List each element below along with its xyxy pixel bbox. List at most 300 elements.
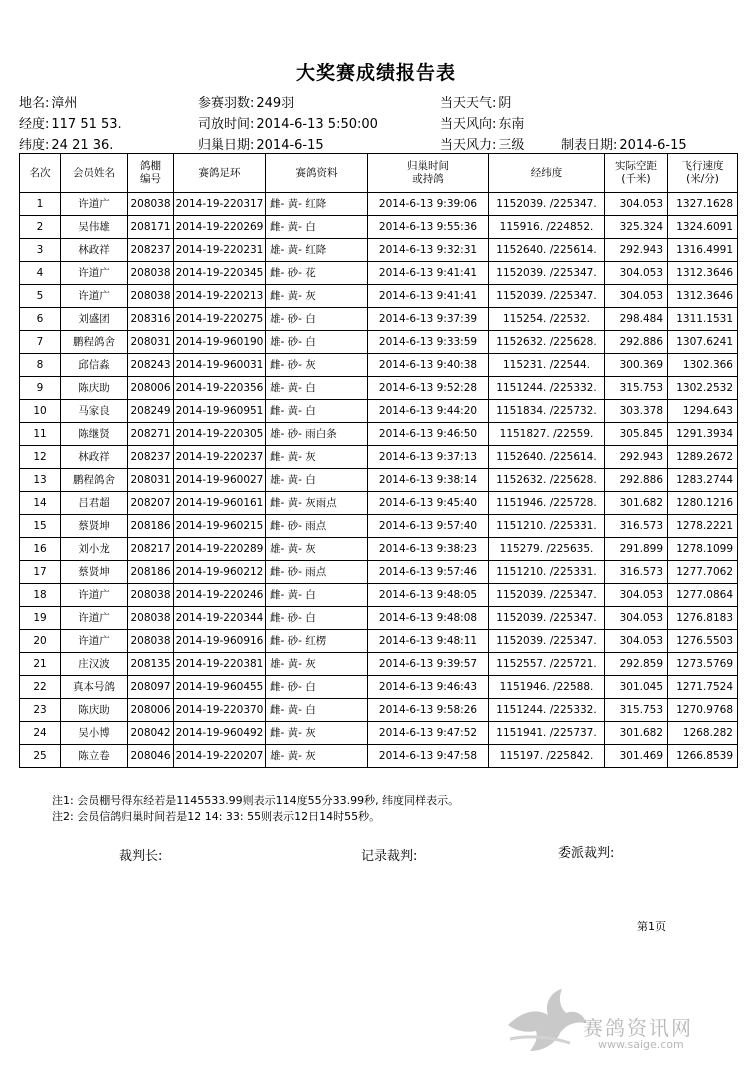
cell-coords: 1151210. /225331. (489, 561, 605, 584)
cell-distance: 304.053 (605, 193, 668, 216)
cell-info: 雌- 砂- 雨点 (266, 515, 368, 538)
cell-member: 刘小龙 (61, 538, 128, 561)
cell-ring: 2014-19-960215 (174, 515, 266, 538)
cell-coords: 1152557. /225721. (489, 653, 605, 676)
cell-info: 雌- 黄- 灰雨点 (266, 492, 368, 515)
cell-distance: 292.886 (605, 469, 668, 492)
cell-info: 雌- 黄- 灰 (266, 446, 368, 469)
cell-distance: 303.378 (605, 400, 668, 423)
cell-speed: 1278.1099 (668, 538, 738, 561)
table-row (20, 699, 738, 722)
cell-info: 雌- 黄- 灰 (266, 285, 368, 308)
cell-member: 陈庆助 (61, 699, 128, 722)
cell-distance: 292.859 (605, 653, 668, 676)
cell-loft: 208171 (128, 216, 174, 239)
cell-loft: 208186 (128, 515, 174, 538)
cell-info: 雄- 黄- 灰 (266, 653, 368, 676)
cell-info: 雌- 砂- 雨点 (266, 561, 368, 584)
cell-speed: 1280.1216 (668, 492, 738, 515)
cell-time: 2014-6-13 9:46:43 (368, 676, 489, 699)
meta-wind-force-label: 当天风力: (440, 138, 497, 153)
header-loft-line1: 鸽棚 (140, 160, 161, 172)
cell-loft: 208042 (128, 722, 174, 745)
cell-time: 2014-6-13 9:32:31 (368, 239, 489, 262)
cell-member: 蔡贤坤 (61, 515, 128, 538)
cell-time: 2014-6-13 9:40:38 (368, 354, 489, 377)
meta-latitude (19, 134, 113, 153)
header-speed-line2: (米/分) (686, 173, 719, 185)
cell-distance: 298.484 (605, 308, 668, 331)
cell-member: 陈庆助 (61, 377, 128, 400)
meta-wind-direction-label: 当天风向: (440, 117, 497, 132)
meta-longitude (19, 113, 122, 132)
header-ring: 赛鸽足环 (174, 154, 266, 193)
header-info: 赛鸽资料 (266, 154, 368, 193)
cell-loft: 208237 (128, 239, 174, 262)
cell-ring: 2014-19-960916 (174, 630, 266, 653)
table-row (20, 492, 738, 515)
cell-speed: 1327.1628 (668, 193, 738, 216)
meta-location-label: 地名: (19, 96, 50, 111)
cell-rank: 7 (20, 331, 61, 354)
cell-coords: 1152039. /225347. (489, 607, 605, 630)
cell-loft: 208031 (128, 469, 174, 492)
cell-distance: 304.053 (605, 630, 668, 653)
table-row (20, 308, 738, 331)
cell-info: 雄- 黄- 灰 (266, 745, 368, 768)
header-time-line2: 或持鸽 (412, 173, 444, 185)
table-row (20, 354, 738, 377)
meta-wind-direction-value: 东南 (498, 117, 525, 132)
header-time (368, 154, 489, 193)
meta-release (198, 113, 378, 132)
report-title: 大奖赛成绩报告表 (295, 62, 456, 84)
cell-ring: 2014-19-960027 (174, 469, 266, 492)
cell-loft: 208006 (128, 699, 174, 722)
table-row (20, 469, 738, 492)
cell-coords: 1152640. /225614. (489, 446, 605, 469)
cell-ring: 2014-19-960492 (174, 722, 266, 745)
cell-loft: 208038 (128, 607, 174, 630)
cell-member: 吴小博 (61, 722, 128, 745)
cell-distance: 315.753 (605, 377, 668, 400)
header-speed-line1: 飞行速度 (681, 160, 724, 172)
cell-time: 2014-6-13 9:48:11 (368, 630, 489, 653)
cell-distance: 301.469 (605, 745, 668, 768)
cell-speed: 1311.1531 (668, 308, 738, 331)
meta-location (19, 92, 77, 111)
cell-member: 蔡贤坤 (61, 561, 128, 584)
cell-loft: 208038 (128, 584, 174, 607)
cell-ring: 2014-19-220289 (174, 538, 266, 561)
signature-recording-referee: 记录裁判: (361, 849, 418, 864)
cell-info: 雄- 砂- 白 (266, 308, 368, 331)
meta-made-date-label: 制表日期: (561, 138, 618, 153)
cell-loft: 208097 (128, 676, 174, 699)
table-row (20, 400, 738, 423)
cell-ring: 2014-19-220356 (174, 377, 266, 400)
cell-ring: 2014-19-220275 (174, 308, 266, 331)
cell-coords: 115197. /225842. (489, 745, 605, 768)
cell-member: 邱信淼 (61, 354, 128, 377)
cell-ring: 2014-19-960951 (174, 400, 266, 423)
cell-time: 2014-6-13 9:55:36 (368, 216, 489, 239)
cell-loft: 208271 (128, 423, 174, 446)
cell-ring: 2014-19-220269 (174, 216, 266, 239)
cell-rank: 21 (20, 653, 61, 676)
meta-birds-label: 参赛羽数: (198, 96, 255, 111)
cell-speed: 1270.9768 (668, 699, 738, 722)
header-rank: 名次 (20, 154, 61, 193)
table-row (20, 653, 738, 676)
cell-member: 林政祥 (61, 446, 128, 469)
cell-loft: 208237 (128, 446, 174, 469)
cell-time: 2014-6-13 9:39:57 (368, 653, 489, 676)
cell-coords: 1151244. /225332. (489, 699, 605, 722)
watermark-url: www.saige.com (598, 1038, 684, 1051)
cell-member: 许道广 (61, 607, 128, 630)
meta-latitude-value: 24 21 36. (51, 138, 114, 153)
cell-member: 刘盛团 (61, 308, 128, 331)
cell-ring: 2014-19-220213 (174, 285, 266, 308)
cell-rank: 3 (20, 239, 61, 262)
cell-member: 鹏程鸽舍 (61, 331, 128, 354)
cell-distance: 304.053 (605, 262, 668, 285)
cell-time: 2014-6-13 9:38:23 (368, 538, 489, 561)
cell-coords: 1152039. /225347. (489, 630, 605, 653)
meta-longitude-value: 117 51 53. (51, 117, 122, 132)
table-header-row (20, 154, 738, 193)
cell-ring: 2014-19-220381 (174, 653, 266, 676)
cell-time: 2014-6-13 9:33:59 (368, 331, 489, 354)
table-row (20, 722, 738, 745)
cell-distance: 325.324 (605, 216, 668, 239)
cell-speed: 1291.3934 (668, 423, 738, 446)
table-row (20, 515, 738, 538)
header-distance (605, 154, 668, 193)
meta-return-date (198, 134, 324, 153)
cell-time: 2014-6-13 9:46:50 (368, 423, 489, 446)
cell-info: 雌- 砂- 白 (266, 676, 368, 699)
cell-member: 许道广 (61, 262, 128, 285)
cell-member: 鹏程鸽舍 (61, 469, 128, 492)
cell-time: 2014-6-13 9:47:52 (368, 722, 489, 745)
cell-rank: 8 (20, 354, 61, 377)
cell-rank: 19 (20, 607, 61, 630)
cell-ring: 2014-19-960190 (174, 331, 266, 354)
meta-latitude-label: 纬度: (19, 138, 50, 153)
cell-rank: 9 (20, 377, 61, 400)
cell-speed: 1312.3646 (668, 285, 738, 308)
cell-info: 雌- 黄- 白 (266, 216, 368, 239)
cell-time: 2014-6-13 9:44:20 (368, 400, 489, 423)
cell-speed: 1283.2744 (668, 469, 738, 492)
table-row (20, 239, 738, 262)
cell-member: 陈立卷 (61, 745, 128, 768)
cell-speed: 1294.643 (668, 400, 738, 423)
cell-speed: 1302.2532 (668, 377, 738, 400)
cell-distance: 292.943 (605, 446, 668, 469)
cell-rank: 25 (20, 745, 61, 768)
header-distance-line1: 实际空距 (615, 160, 657, 172)
cell-member: 真本号鸽 (61, 676, 128, 699)
table-row (20, 423, 738, 446)
cell-rank: 23 (20, 699, 61, 722)
cell-coords: 115279. /225635. (489, 538, 605, 561)
cell-speed: 1271.7524 (668, 676, 738, 699)
cell-info: 雄- 黄- 白 (266, 469, 368, 492)
cell-ring: 2014-19-220246 (174, 584, 266, 607)
cell-coords: 1152039. /225347. (489, 262, 605, 285)
meta-wind-direction (440, 113, 524, 132)
cell-loft: 208038 (128, 262, 174, 285)
table-row (20, 262, 738, 285)
cell-speed: 1277.7062 (668, 561, 738, 584)
cell-rank: 14 (20, 492, 61, 515)
cell-rank: 12 (20, 446, 61, 469)
cell-info: 雌- 砂- 灰 (266, 354, 368, 377)
cell-speed: 1324.6091 (668, 216, 738, 239)
cell-ring: 2014-19-220231 (174, 239, 266, 262)
table-row (20, 745, 738, 768)
meta-wind-force (440, 134, 524, 153)
cell-speed: 1268.282 (668, 722, 738, 745)
table-row (20, 538, 738, 561)
cell-time: 2014-6-13 9:38:14 (368, 469, 489, 492)
cell-rank: 1 (20, 193, 61, 216)
cell-ring: 2014-19-220237 (174, 446, 266, 469)
cell-rank: 16 (20, 538, 61, 561)
cell-speed: 1276.5503 (668, 630, 738, 653)
cell-distance: 315.753 (605, 699, 668, 722)
cell-speed: 1289.2672 (668, 446, 738, 469)
cell-distance: 301.682 (605, 492, 668, 515)
cell-ring: 2014-19-220345 (174, 262, 266, 285)
cell-time: 2014-6-13 9:57:46 (368, 561, 489, 584)
cell-loft: 208207 (128, 492, 174, 515)
header-speed (668, 154, 738, 193)
cell-ring: 2014-19-960455 (174, 676, 266, 699)
cell-coords: 1152632. /225628. (489, 469, 605, 492)
cell-distance: 305.845 (605, 423, 668, 446)
meta-birds (198, 92, 294, 111)
cell-coords: 1152640. /225614. (489, 239, 605, 262)
cell-time: 2014-6-13 9:48:08 (368, 607, 489, 630)
cell-info: 雌- 黄- 白 (266, 584, 368, 607)
meta-birds-value: 249羽 (256, 96, 295, 111)
cell-info: 雌- 黄- 红降 (266, 193, 368, 216)
cell-coords: 1151834. /225732. (489, 400, 605, 423)
cell-loft: 208031 (128, 331, 174, 354)
cell-distance: 316.573 (605, 561, 668, 584)
cell-info: 雄- 砂- 白 (266, 331, 368, 354)
cell-ring: 2014-19-960031 (174, 354, 266, 377)
cell-speed: 1266.8539 (668, 745, 738, 768)
cell-rank: 15 (20, 515, 61, 538)
table-row (20, 446, 738, 469)
cell-time: 2014-6-13 9:52:28 (368, 377, 489, 400)
cell-rank: 17 (20, 561, 61, 584)
cell-coords: 1152632. /225628. (489, 331, 605, 354)
meta-return-date-value: 2014-6-15 (256, 138, 324, 153)
cell-time: 2014-6-13 9:47:58 (368, 745, 489, 768)
header-member: 会员姓名 (61, 154, 128, 193)
cell-info: 雄- 砂- 雨白条 (266, 423, 368, 446)
results-table (19, 153, 738, 768)
cell-coords: 1151941. /225737. (489, 722, 605, 745)
cell-time: 2014-6-13 9:58:26 (368, 699, 489, 722)
cell-ring: 2014-19-220344 (174, 607, 266, 630)
cell-distance: 316.573 (605, 515, 668, 538)
cell-member: 陈继贤 (61, 423, 128, 446)
cell-loft: 208217 (128, 538, 174, 561)
cell-speed: 1302.366 (668, 354, 738, 377)
meta-made-date-value: 2014-6-15 (619, 138, 687, 153)
cell-distance: 292.886 (605, 331, 668, 354)
header-loft (128, 154, 174, 193)
table-row (20, 331, 738, 354)
cell-ring: 2014-19-220370 (174, 699, 266, 722)
cell-info: 雄- 黄- 红降 (266, 239, 368, 262)
cell-coords: 1152039. /225347. (489, 193, 605, 216)
header-coords: 经纬度 (489, 154, 605, 193)
table-row (20, 584, 738, 607)
cell-loft: 208006 (128, 377, 174, 400)
cell-time: 2014-6-13 9:45:40 (368, 492, 489, 515)
cell-coords: 1151946. /22588. (489, 676, 605, 699)
cell-info: 雄- 黄- 灰 (266, 538, 368, 561)
cell-coords: 115254. /22532. (489, 308, 605, 331)
header-loft-line2: 编号 (140, 173, 161, 185)
cell-ring: 2014-19-960161 (174, 492, 266, 515)
cell-rank: 4 (20, 262, 61, 285)
cell-distance: 301.682 (605, 722, 668, 745)
cell-speed: 1273.5769 (668, 653, 738, 676)
meta-release-label: 司放时间: (198, 117, 255, 132)
cell-loft: 208135 (128, 653, 174, 676)
meta-longitude-label: 经度: (19, 117, 50, 132)
cell-speed: 1307.6241 (668, 331, 738, 354)
cell-ring: 2014-19-220305 (174, 423, 266, 446)
cell-rank: 13 (20, 469, 61, 492)
table-row (20, 285, 738, 308)
cell-info: 雌- 黄- 灰 (266, 722, 368, 745)
meta-return-date-label: 归巢日期: (198, 138, 255, 153)
cell-coords: 1151244. /225332. (489, 377, 605, 400)
cell-speed: 1312.3646 (668, 262, 738, 285)
cell-coords: 1152039. /225347. (489, 285, 605, 308)
note-1: 注1: 会员棚号得东经若是1145533.99则表示114度55分33.99秒, 纬度同样表示。 (52, 794, 460, 807)
cell-coords: 1151827. /22559. (489, 423, 605, 446)
cell-loft: 208038 (128, 193, 174, 216)
cell-time: 2014-6-13 9:41:41 (368, 285, 489, 308)
meta-made-date (561, 134, 687, 153)
cell-info: 雌- 砂- 花 (266, 262, 368, 285)
cell-speed: 1316.4991 (668, 239, 738, 262)
meta-weather (440, 92, 511, 111)
note-2: 注2: 会员信鸽归巢时间若是12 14: 33: 55则表示12日14时55秒。 (52, 810, 381, 823)
cell-speed: 1277.0864 (668, 584, 738, 607)
cell-info: 雌- 黄- 白 (266, 400, 368, 423)
meta-location-value: 漳州 (51, 96, 78, 111)
cell-member: 林政祥 (61, 239, 128, 262)
cell-coords: 115916. /224852. (489, 216, 605, 239)
cell-distance: 304.053 (605, 285, 668, 308)
cell-loft: 208046 (128, 745, 174, 768)
cell-loft: 208186 (128, 561, 174, 584)
cell-rank: 24 (20, 722, 61, 745)
table-row (20, 561, 738, 584)
cell-time: 2014-6-13 9:41:41 (368, 262, 489, 285)
cell-member: 许道广 (61, 584, 128, 607)
table-row (20, 377, 738, 400)
cell-coords: 1151210. /225331. (489, 515, 605, 538)
table-row (20, 676, 738, 699)
cell-member: 马家良 (61, 400, 128, 423)
cell-member: 庄汉波 (61, 653, 128, 676)
cell-rank: 20 (20, 630, 61, 653)
table-row (20, 216, 738, 239)
cell-time: 2014-6-13 9:39:06 (368, 193, 489, 216)
cell-rank: 10 (20, 400, 61, 423)
table-row (20, 630, 738, 653)
cell-member: 吴伟雄 (61, 216, 128, 239)
cell-loft: 208316 (128, 308, 174, 331)
cell-info: 雌- 砂- 白 (266, 607, 368, 630)
cell-member: 许道广 (61, 630, 128, 653)
cell-member: 许道广 (61, 285, 128, 308)
cell-speed: 1278.2221 (668, 515, 738, 538)
cell-coords: 115231. /22544. (489, 354, 605, 377)
cell-loft: 208038 (128, 630, 174, 653)
cell-time: 2014-6-13 9:57:40 (368, 515, 489, 538)
cell-ring: 2014-19-220207 (174, 745, 266, 768)
cell-loft: 208249 (128, 400, 174, 423)
cell-ring: 2014-19-960212 (174, 561, 266, 584)
cell-distance: 301.045 (605, 676, 668, 699)
cell-info: 雌- 黄- 白 (266, 699, 368, 722)
cell-speed: 1276.8183 (668, 607, 738, 630)
meta-release-value: 2014-6-13 5:50:00 (256, 117, 378, 132)
cell-time: 2014-6-13 9:48:05 (368, 584, 489, 607)
cell-distance: 300.369 (605, 354, 668, 377)
cell-member: 许道广 (61, 193, 128, 216)
cell-rank: 2 (20, 216, 61, 239)
cell-distance: 291.899 (605, 538, 668, 561)
cell-info: 雌- 砂- 红楞 (266, 630, 368, 653)
watermark-text: 赛鸽资讯网 (583, 1016, 693, 1040)
cell-info: 雄- 黄- 白 (266, 377, 368, 400)
table-row (20, 193, 738, 216)
cell-time: 2014-6-13 9:37:39 (368, 308, 489, 331)
cell-rank: 18 (20, 584, 61, 607)
cell-rank: 22 (20, 676, 61, 699)
cell-coords: 1151946. /225728. (489, 492, 605, 515)
cell-distance: 292.943 (605, 239, 668, 262)
cell-loft: 208243 (128, 354, 174, 377)
meta-weather-value: 阴 (498, 96, 512, 111)
meta-weather-label: 当天天气: (440, 96, 497, 111)
cell-time: 2014-6-13 9:37:13 (368, 446, 489, 469)
cell-member: 吕君超 (61, 492, 128, 515)
cell-ring: 2014-19-220317 (174, 193, 266, 216)
cell-loft: 208038 (128, 285, 174, 308)
cell-rank: 11 (20, 423, 61, 446)
header-distance-line2: (千米) (621, 173, 651, 185)
table-row (20, 607, 738, 630)
cell-distance: 304.053 (605, 607, 668, 630)
signature-appointed-referee: 委派裁判: (558, 846, 615, 861)
